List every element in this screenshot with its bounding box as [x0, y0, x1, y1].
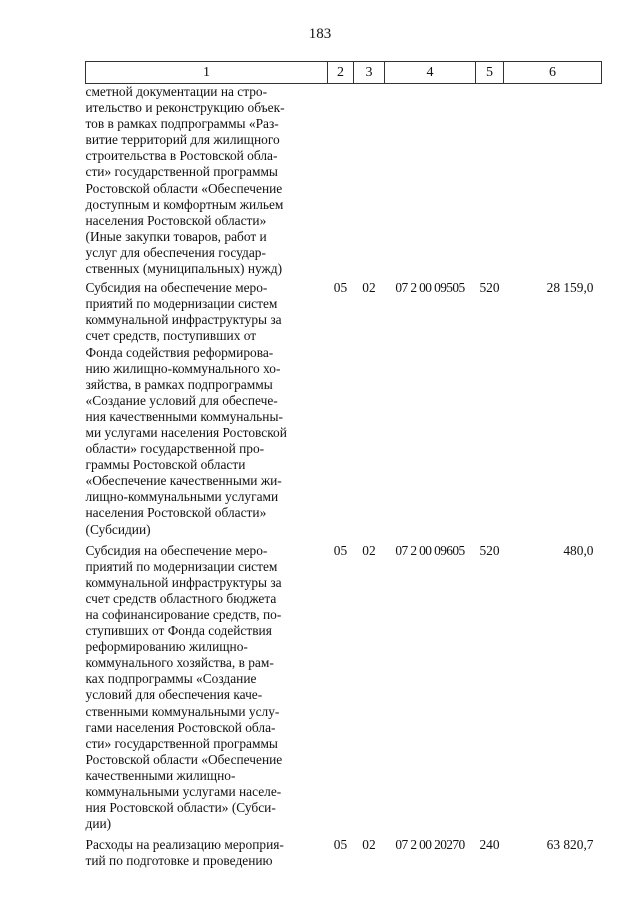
row-amount: 28 159,0 [546, 280, 594, 296]
row-target-article: 07 2 00 20270 [395, 837, 465, 853]
table-row [86, 280, 602, 543]
table-row [86, 543, 602, 838]
row-description: Субсидия на обеспечение меро- приятий по модернизации систем коммунальной инфраструктуры за счет средств, поступивших от Фонда содействия реформирова- нию жилищно-коммунального хо- зяйства, в рамках подпрограммы «Создание условий для обеспече- ния качественными коммунальны- ми услугами населения Ростовской области» государственной про- граммы Ростовской области «Обеспечение качественными жи- лищно-коммунальными услугами населения Ростовской области» (Субсидии) [85, 280, 287, 537]
row-amount [504, 84, 602, 281]
table-row [86, 837, 602, 874]
row-section-code: 05 [333, 542, 348, 558]
row-section-code: 05 [333, 837, 348, 853]
column-header-6: 6 [504, 62, 602, 84]
budget-table [85, 61, 602, 875]
row-expense-type [476, 84, 504, 281]
column-header-4: 4 [385, 62, 476, 84]
row-target-article: 07 2 00 09505 [395, 280, 465, 296]
row-section-code [328, 84, 354, 281]
row-target-article [385, 84, 476, 281]
row-amount: 63 820,7 [546, 837, 594, 853]
column-header-3: 3 [354, 62, 385, 84]
row-section-code: 05 [333, 280, 348, 296]
row-expense-type: 240 [479, 837, 500, 853]
row-description: Субсидия на обеспечение меро- приятий по модернизации систем коммунальной инфраструктуры за счет средств областного бюджета на софинансирование средств, по- ступивших от Фонда содействия реформированию жилищно- коммунального хозяйства, в рам- ках подпрограммы «Создание условий для обеспечения каче- ственными коммунальными услу- гами населения Ростовской обла- сти» государственной программы Ростовской области «Обеспечение качественными жилищно- коммунальными услугами населе- ния Ростовской области» (Субси- дии) [85, 542, 283, 832]
row-expense-type: 520 [479, 280, 500, 296]
row-subsection-code: 02 [362, 837, 376, 853]
row-amount: 480,0 [563, 542, 594, 558]
row-description: Расходы на реализацию мероприя- тий по подготовке и проведению [85, 837, 284, 869]
row-expense-type: 520 [479, 542, 500, 558]
table-row [86, 84, 602, 281]
row-description: сметной документации на стро- ительство и реконструкцию объек- тов в рамках подпрограммы «Раз- витие территорий для жилищного строительства в Ростовской обла- сти» государственной программы Ростовской области «Обеспечение доступным и комфортным жильем населения Ростовской области» (Иные закупки товаров, работ и услуг для обеспечения государ- ственных (муниципальных) нужд) [85, 84, 285, 277]
column-header-1: 1 [86, 62, 328, 84]
column-header-2: 2 [328, 62, 354, 84]
column-header-5: 5 [476, 62, 504, 84]
row-target-article: 07 2 00 09605 [395, 542, 465, 558]
page-number: 183 [308, 26, 332, 42]
row-subsection-code [354, 84, 385, 281]
table-header-row [86, 62, 602, 84]
row-subsection-code: 02 [362, 280, 376, 296]
row-subsection-code: 02 [362, 542, 376, 558]
